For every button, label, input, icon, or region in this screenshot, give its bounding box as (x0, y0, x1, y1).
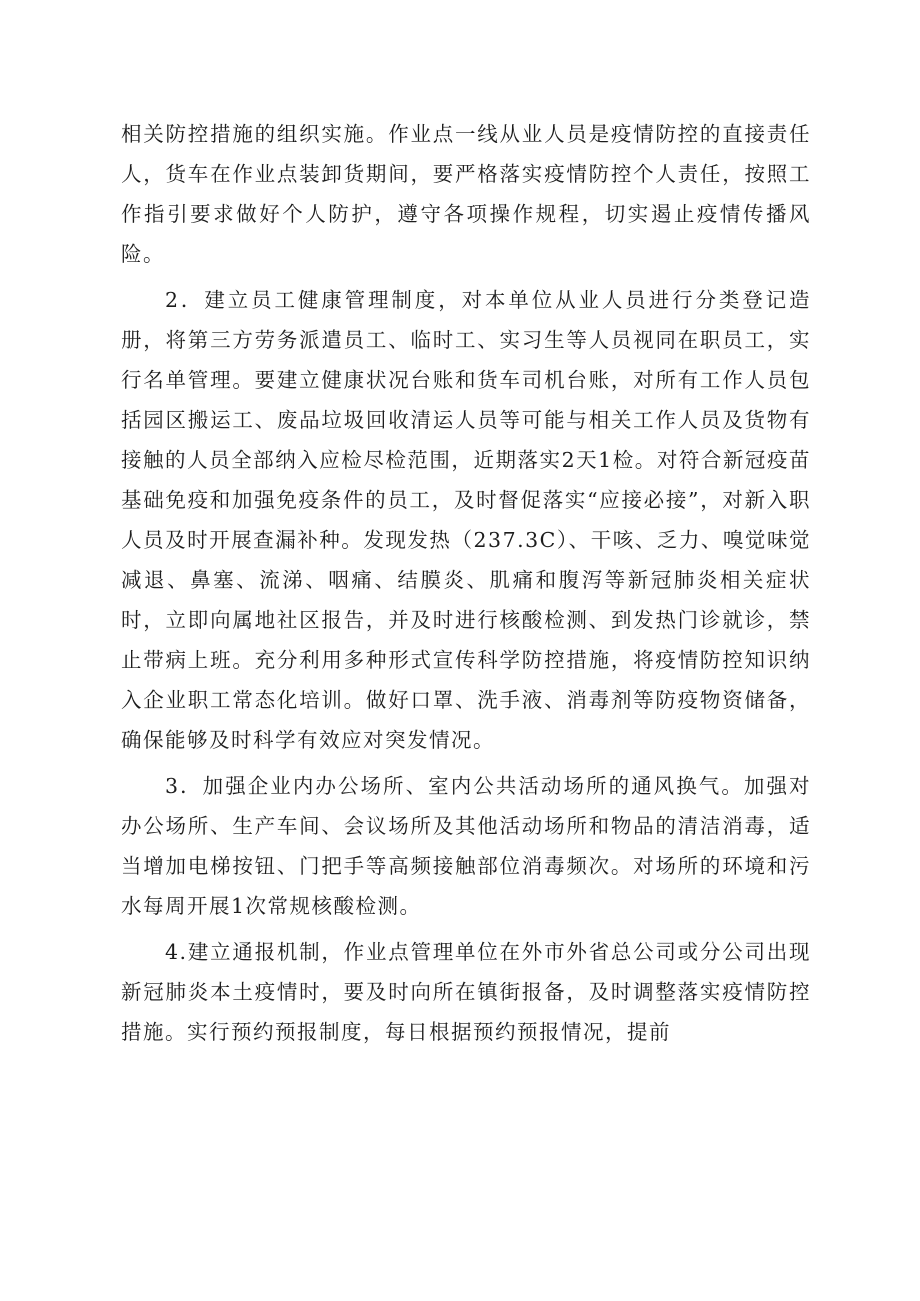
paragraph-continuation: 相关防控措施的组织实施。作业点一线从业人员是疫情防控的直接责任人，货车在作业点装卸货期间，要严格落实疫情防控个人责任，按照工作指引要求做好个人防护，遵守各项操作规程，切实遏止疫情传播风险。 (121, 122, 811, 266)
paragraph-item-3: 3．加强企业内办公场所、室内公共活动场所的通风换气。加强对办公场所、生产车间、会议场所及其他活动场所和物品的清洁消毒，适当增加电梯按钮、门把手等高频接触部位消毒频次。对场所的环境和污水每周开展1次常规核酸检测。 (121, 774, 811, 918)
paragraph-item-2: 2．建立员工健康管理制度，对本单位从业人员进行分类登记造册，将第三方劳务派遣员工、临时工、实习生等人员视同在职员工，实行名单管理。要建立健康状况台账和货车司机台账，对所有工作人员包括园区搬运工、废品垃圾回收清运人员等可能与相关工作人员及货物有接触的人员全部纳入应检尽检范围，近期落实2天1检。对符合新冠疫苗基础免疫和加强免疫条件的员工，及时督促落实“应接必接”，对新入职人员及时开展查漏补种。发现发热（237.3C）、干咳、乏力、嗅觉味觉减退、鼻塞、流涕、咽痛、结膜炎、肌痛和腹泻等新冠肺炎相关症状时，立即向属地社区报告，并及时进行核酸检测、到发热门诊就诊，禁止带病上班。充分利用多种形式宣传科学防控措施，将疫情防控知识纳入企业职工常态化培训。做好口罩、洗手液、消毒剂等防疫物资储备，确保能够及时科学有效应对突发情况。 (121, 288, 811, 752)
document-body (121, 114, 811, 1058)
paragraph-item-4: 4.建立通报机制，作业点管理单位在外市外省总公司或分公司出现新冠肺炎本土疫情时，要及时向所在镇街报备，及时调整落实疫情防控措施。实行预约预报制度，每日根据预约预报情况，提前 (121, 940, 811, 1044)
